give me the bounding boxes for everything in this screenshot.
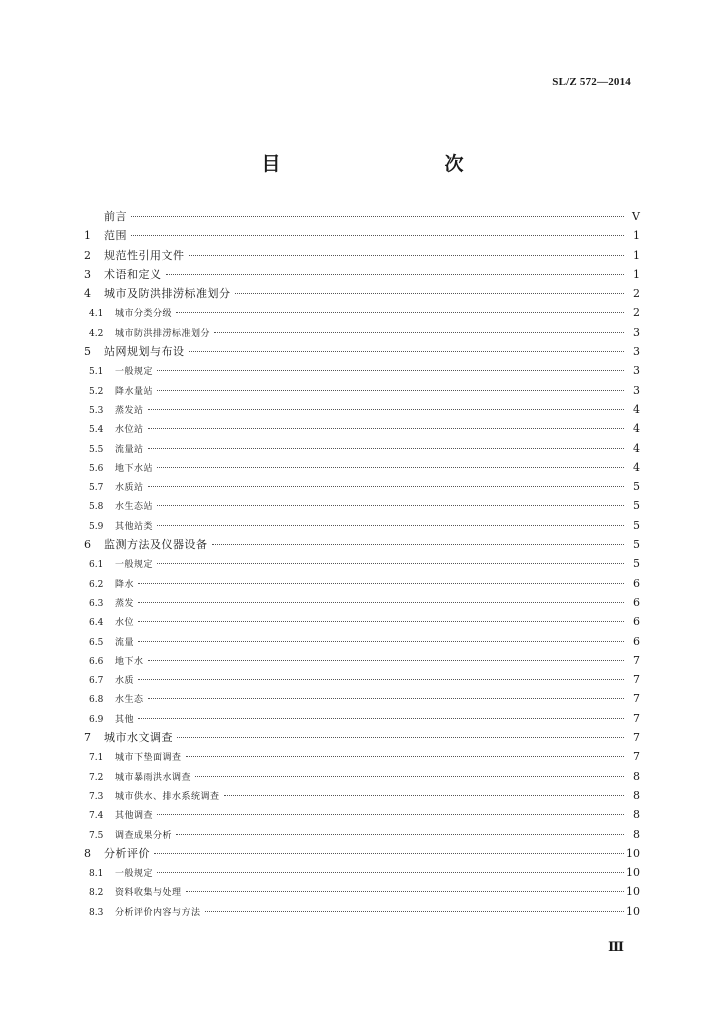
toc-entry-number: 5.7 [89,483,104,494]
toc-entry-number: 8.2 [89,888,104,899]
toc-entry-page: 7 [633,673,640,687]
page-title: 目 次 [261,153,506,175]
toc-entry[interactable] [84,574,640,593]
dot-leader [138,718,624,719]
dot-leader [148,698,624,699]
toc-entry-label: 资料收集与处理 [115,888,182,899]
toc-entry[interactable] [84,670,640,689]
toc-entry[interactable] [84,825,640,844]
toc-entry-page: 4 [633,441,640,455]
toc-entry-label: 其他 [115,714,135,725]
toc-entry[interactable] [84,593,640,612]
toc-entry-page: 10 [626,885,640,899]
dot-leader [148,448,624,449]
toc-entry-number: 6.9 [89,714,104,725]
toc-entry[interactable] [84,516,640,535]
toc-entry-page: 3 [633,345,640,359]
toc-entry[interactable] [84,381,640,400]
toc-entry-label: 范围 [104,229,127,243]
toc-entry-label: 地下水站 [115,463,154,474]
toc-entry-number: 5.3 [89,405,104,416]
toc-entry-number: 7 [84,731,91,745]
dot-leader [138,621,624,622]
toc-entry-page: 3 [633,383,640,397]
standard-code: SL/Z 572—2014 [552,76,631,88]
toc-entry-label: 水生态站 [115,502,154,513]
toc-entry-label: 一般规定 [115,869,154,880]
toc-entry-number: 5.8 [89,502,104,513]
dot-leader [157,872,624,873]
toc-entry-label: 分析评价内容与方法 [115,907,201,918]
toc-entry-page: 7 [633,711,640,725]
toc-entry-number: 6.8 [89,695,104,706]
toc-entry[interactable] [84,689,640,708]
toc-entry-label: 分析评价 [104,846,150,860]
toc-entry-number: 7.5 [89,830,104,841]
toc-entry-page: 10 [626,866,640,880]
toc-entry-number: 5.4 [89,425,104,436]
dot-leader [157,563,624,564]
toc-entry[interactable] [84,207,640,226]
toc-entry-page: 5 [633,518,640,532]
toc-entry-label: 流量站 [115,444,144,455]
toc-entry-label: 城市暴雨洪水调查 [115,772,192,783]
toc-entry-page: 2 [633,306,640,320]
toc-entry-page: 6 [633,595,640,609]
toc-entry[interactable] [84,303,640,322]
toc-entry[interactable] [84,844,640,863]
toc-entry[interactable] [84,863,640,882]
toc-entry[interactable] [84,226,640,245]
toc-entry-label: 城市下垫面调查 [115,753,182,764]
dot-leader [224,795,624,796]
toc-entry-label: 城市防洪排涝标准划分 [115,328,211,339]
toc-entry-label: 规范性引用文件 [104,248,185,262]
toc-entry-label: 监测方法及仪器设备 [104,538,208,552]
toc-entry-number: 6.7 [89,676,104,687]
toc-entry-number: 5.2 [89,386,104,397]
toc-entry-label: 城市水文调查 [104,731,173,745]
toc-entry-label: 降水 [115,579,135,590]
dot-leader [131,235,624,236]
toc-entry[interactable] [84,709,640,728]
toc-entry-number: 8.3 [89,907,104,918]
toc-entry[interactable] [84,496,640,515]
toc-entry[interactable] [84,323,640,342]
toc-entry-number: 8.1 [89,869,104,880]
toc-entry-page: 8 [633,827,640,841]
dot-leader [176,312,624,313]
dot-leader [138,679,624,680]
toc-entry-label: 一般规定 [115,560,154,571]
toc-entry-number: 3 [84,267,91,281]
toc-entry[interactable] [84,342,640,361]
dot-leader [157,505,624,506]
toc-entry-label: 其他站类 [115,521,154,532]
toc-entry-page: 1 [633,229,640,243]
toc-entry-label: 城市及防洪排涝标准划分 [104,287,231,301]
toc-entry[interactable] [84,882,640,901]
toc-entry-label: 降水量站 [115,386,154,397]
toc-entry-label: 蒸发 [115,598,135,609]
toc-entry-label: 水质站 [115,483,144,494]
toc-entry[interactable] [84,265,640,284]
toc-entry-number: 5.1 [89,367,104,378]
dot-leader [186,891,624,892]
toc-entry[interactable] [84,419,640,438]
toc-entry-label: 地下水 [115,656,144,667]
toc-entry-page: 7 [633,750,640,764]
toc-entry[interactable] [84,439,640,458]
toc-entry[interactable] [84,805,640,824]
toc-entry-number: 6.4 [89,618,104,629]
toc-entry-number: 5.5 [89,444,104,455]
toc-entry-number: 6.6 [89,656,104,667]
toc-entry[interactable] [84,767,640,786]
toc-entry[interactable] [84,902,640,921]
toc-entry-number: 4.2 [89,328,104,339]
table-of-contents [84,207,640,921]
toc-entry-number: 7.4 [89,811,104,822]
dot-leader [131,216,624,217]
dot-leader [148,660,624,661]
dot-leader [176,834,624,835]
toc-entry-number: 6 [84,538,91,552]
toc-entry-number: 6.1 [89,560,104,571]
toc-entry[interactable] [84,786,640,805]
toc-entry-page: 1 [633,267,640,281]
dot-leader [157,814,624,815]
toc-entry-number: 5.6 [89,463,104,474]
toc-entry-page: 8 [633,808,640,822]
dot-leader [157,390,624,391]
toc-entry[interactable] [84,651,640,670]
dot-leader [148,486,624,487]
dot-leader [148,428,624,429]
toc-entry[interactable] [84,747,640,766]
toc-entry-number: 7.3 [89,791,104,802]
dot-leader [195,776,624,777]
toc-entry-number: 7.1 [89,753,104,764]
toc-entry-page: 7 [633,653,640,667]
toc-entry[interactable] [84,612,640,631]
toc-entry-page: 6 [633,576,640,590]
toc-entry-page: 10 [626,904,640,918]
toc-entry-page: 6 [633,615,640,629]
toc-entry-page: 7 [633,692,640,706]
toc-entry-page: 8 [633,769,640,783]
dot-leader [214,332,624,333]
toc-entry-label: 蒸发站 [115,405,144,416]
toc-entry-label: 水位站 [115,425,144,436]
dot-leader [138,641,624,642]
toc-entry-page: 4 [633,402,640,416]
toc-entry-page: 8 [633,788,640,802]
dot-leader [166,274,625,275]
toc-entry-number: 5.9 [89,521,104,532]
toc-entry-page: 7 [633,731,640,745]
toc-entry-label: 流量 [115,637,135,648]
toc-entry-number: 6.2 [89,579,104,590]
dot-leader [157,370,624,371]
toc-entry-page: 10 [626,846,640,860]
toc-entry-label: 城市供水、排水系统调查 [115,791,220,802]
toc-entry[interactable] [84,535,640,554]
dot-leader [138,602,624,603]
toc-entry[interactable] [84,458,640,477]
toc-entry[interactable] [84,728,640,747]
toc-entry-number: 7.2 [89,772,104,783]
toc-entry-page: 5 [633,480,640,494]
dot-leader [157,525,624,526]
dot-leader [235,293,625,294]
toc-entry-page: 3 [633,325,640,339]
toc-entry-number: 1 [84,229,91,243]
toc-entry-label: 水生态 [115,695,144,706]
toc-entry-page: 6 [633,634,640,648]
dot-leader [189,255,625,256]
dot-leader [148,409,624,410]
toc-entry-page: 3 [633,364,640,378]
toc-entry-number: 4 [84,287,91,301]
toc-entry[interactable] [84,361,640,380]
toc-entry-page: 4 [633,460,640,474]
toc-entry[interactable] [84,284,640,303]
dot-leader [177,737,624,738]
dot-leader [212,544,625,545]
toc-entry-label: 调查成果分析 [115,830,173,841]
toc-entry[interactable] [84,632,640,651]
toc-entry[interactable] [84,246,640,265]
toc-entry[interactable] [84,400,640,419]
toc-entry-label: 水质 [115,676,135,687]
toc-entry-number: 4.1 [89,309,104,320]
toc-entry-number: 5 [84,345,91,359]
toc-entry-label: 水位 [115,618,135,629]
toc-entry-page: 1 [633,248,640,262]
toc-entry-page: 5 [633,538,640,552]
dot-leader [157,467,624,468]
toc-entry-label: 城市分类分级 [115,309,173,320]
toc-entry-page: V [632,210,640,223]
dot-leader [138,583,624,584]
toc-entry-page: 5 [633,557,640,571]
toc-entry-label: 术语和定义 [104,267,162,281]
dot-leader [205,911,624,912]
toc-entry[interactable] [84,554,640,573]
toc-entry-number: 6.3 [89,598,104,609]
toc-entry-number: 2 [84,248,91,262]
toc-entry-label: 一般规定 [115,367,154,378]
toc-entry-number: 8 [84,846,91,860]
toc-entry-label: 站网规划与布设 [104,345,185,359]
dot-leader [186,756,624,757]
page-number: Ⅲ [608,939,624,954]
dot-leader [154,853,624,854]
toc-entry-label: 其他调查 [115,811,154,822]
toc-entry-label: 前言 [104,210,127,223]
dot-leader [189,351,625,352]
toc-entry-page: 5 [633,499,640,513]
toc-entry[interactable] [84,477,640,496]
toc-entry-page: 2 [633,287,640,301]
toc-entry-page: 4 [633,422,640,436]
toc-entry-number: 6.5 [89,637,104,648]
